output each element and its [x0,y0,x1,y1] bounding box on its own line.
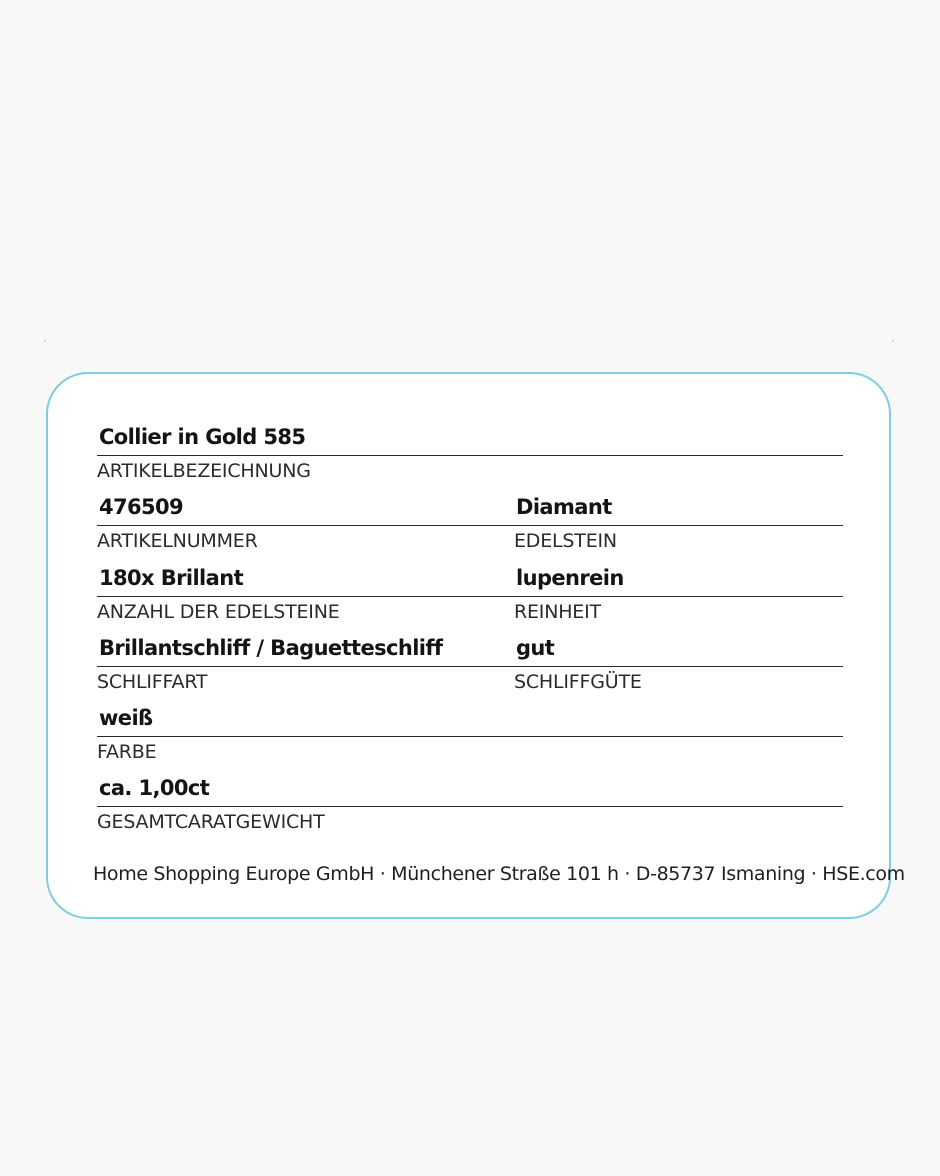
field-divider [97,806,843,807]
schliffguete-value: gut [516,636,555,660]
gesamtcaratgewicht-value: ca. 1,00ct [99,776,210,800]
field-divider [97,666,514,667]
artikelbezeichnung-label: ARTIKELBEZEICHNUNG [97,460,311,482]
corner-mark-right [892,340,894,342]
edelstein-value: Diamant [516,495,612,519]
farbe-label: FARBE [97,741,157,763]
reinheit-value: lupenrein [516,566,624,590]
company-footer: Home Shopping Europe GmbH · Münchener Straße 101 h · D-85737 Ismaning · HSE.com [93,863,905,885]
anzahl-value: 180x Brillant [99,566,244,590]
field-divider [97,525,514,526]
edelstein-label: EDELSTEIN [514,530,617,552]
field-divider [514,596,843,597]
anzahl-label: ANZAHL DER EDELSTEINE [97,601,340,623]
field-divider [97,736,843,737]
field-divider [97,455,843,456]
field-divider [514,525,843,526]
field-divider [514,666,843,667]
corner-mark-left [44,340,46,342]
gesamtcaratgewicht-label: GESAMTCARATGEWICHT [97,811,325,833]
artikelbezeichnung-value: Collier in Gold 585 [99,425,306,449]
schliffart-value: Brillantschliff / Baguetteschliff [99,636,443,660]
reinheit-label: REINHEIT [514,601,601,623]
schliffguete-label: SCHLIFFGÜTE [514,671,642,693]
artikelnummer-value: 476509 [99,495,184,519]
artikelnummer-label: ARTIKELNUMMER [97,530,258,552]
schliffart-label: SCHLIFFART [97,671,208,693]
farbe-value: weiß [99,706,153,730]
field-divider [97,596,514,597]
